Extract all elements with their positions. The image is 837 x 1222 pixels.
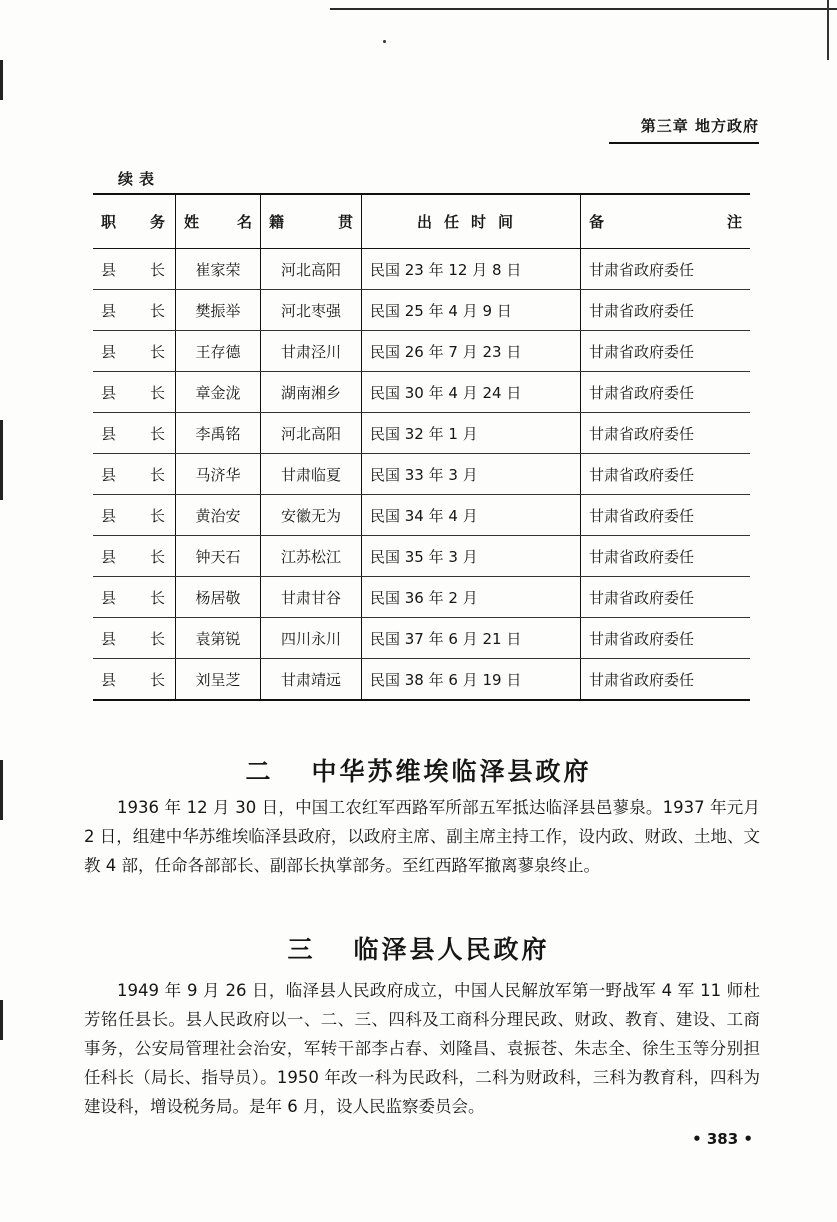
cell-name: 杨居敬 — [176, 577, 261, 618]
cell-remarks: 甘肃省政府委任 — [581, 536, 751, 577]
cell-remarks: 甘肃省政府委任 — [581, 495, 751, 536]
cell-appointed-date: 民国 35 年 3 月 — [362, 536, 581, 577]
cell-remarks: 甘肃省政府委任 — [581, 659, 751, 701]
table-row — [93, 290, 750, 331]
table-row — [93, 413, 750, 454]
cell-origin: 江苏松江 — [261, 536, 362, 577]
cell-appointed-date: 民国 26 年 7 月 23 日 — [362, 331, 581, 372]
header-origin: 籍贯 — [261, 194, 362, 249]
table-row — [93, 659, 750, 701]
cell-remarks: 甘肃省政府委任 — [581, 290, 751, 331]
table-row — [93, 372, 750, 413]
cell-position: 县长 — [93, 331, 176, 372]
cell-remarks: 甘肃省政府委任 — [581, 372, 751, 413]
cell-remarks: 甘肃省政府委任 — [581, 577, 751, 618]
cell-origin: 安徽无为 — [261, 495, 362, 536]
table-row — [93, 249, 750, 290]
cell-origin: 甘肃靖远 — [261, 659, 362, 701]
cell-origin: 湖南湘乡 — [261, 372, 362, 413]
table-body — [93, 249, 750, 701]
cell-appointed-date: 民国 38 年 6 月 19 日 — [362, 659, 581, 701]
cell-name: 刘呈芝 — [176, 659, 261, 701]
cell-appointed-date: 民国 23 年 12 月 8 日 — [362, 249, 581, 290]
cell-appointed-date: 民国 25 年 4 月 9 日 — [362, 290, 581, 331]
running-head: 第三章 地方政府 — [609, 115, 759, 144]
section-number: 二 — [245, 757, 274, 786]
section-number: 三 — [287, 935, 316, 964]
cell-name: 袁第锐 — [176, 618, 261, 659]
cell-remarks: 甘肃省政府委任 — [581, 454, 751, 495]
section-title: 临泽县人民政府 — [353, 935, 550, 964]
cell-appointed-date: 民国 36 年 2 月 — [362, 577, 581, 618]
section-3-paragraph: 1949 年 9 月 26 日，临泽县人民政府成立，中国人民解放军第一野战军 4 军 11 师杜芳铭任县长。县人民政府以一、二、三、四科及工商科分理民政、财政、教育、建设、工商事务，公安局管理社会治安，军转干部李占春、刘隆昌、袁振苍、朱志全、徐生玉等分别担任科长（局长、指导员）。1950 年改一科为民政科，二科为财政科，三科为教育科，四科为建设科，增设税务局。是年 6 月，设人民监察委员会。 — [84, 981, 760, 1116]
cell-position: 县长 — [93, 495, 176, 536]
header-appointed-date: 出任时间 — [362, 194, 581, 249]
cell-origin: 甘肃临夏 — [261, 454, 362, 495]
cell-position: 县长 — [93, 372, 176, 413]
continued-table-label: 续表 — [118, 170, 161, 188]
cell-appointed-date: 民国 33 年 3 月 — [362, 454, 581, 495]
section-2-paragraph: 1936 年 12 月 30 日，中国工农红军西路军所部五军抵达临泽县邑蓼泉。1937 年元月 2 日，组建中华苏维埃临泽县政府，以政府主席、副主席主持工作，设内政、财政、土地、文教 4 部，任命各部部长、副部长执掌部务。至红西路军撤离蓼泉终止。 — [84, 798, 760, 875]
cell-position: 县长 — [93, 454, 176, 495]
cell-position: 县长 — [93, 249, 176, 290]
cell-remarks: 甘肃省政府委任 — [581, 249, 751, 290]
county-heads-table — [93, 193, 750, 701]
table-row — [93, 536, 750, 577]
cell-appointed-date: 民国 32 年 1 月 — [362, 413, 581, 454]
header-name: 姓名 — [176, 194, 261, 249]
header-position: 职务 — [93, 194, 176, 249]
table-row — [93, 331, 750, 372]
section-title: 中华苏维埃临泽县政府 — [311, 757, 592, 786]
cell-name: 李禹铭 — [176, 413, 261, 454]
scan-speck — [383, 40, 386, 43]
scan-border-line — [330, 8, 837, 10]
cell-origin: 河北高阳 — [261, 413, 362, 454]
cell-origin: 甘肃甘谷 — [261, 577, 362, 618]
header-remarks: 备注 — [581, 194, 751, 249]
cell-name: 钟天石 — [176, 536, 261, 577]
table-row — [93, 454, 750, 495]
cell-name: 崔家荣 — [176, 249, 261, 290]
cell-position: 县长 — [93, 290, 176, 331]
table-row — [93, 495, 750, 536]
cell-position: 县长 — [93, 577, 176, 618]
section-heading-2 — [0, 752, 837, 788]
table-row — [93, 577, 750, 618]
cell-name: 樊振举 — [176, 290, 261, 331]
table-row — [93, 618, 750, 659]
cell-origin: 甘肃泾川 — [261, 331, 362, 372]
cell-appointed-date: 民国 30 年 4 月 24 日 — [362, 372, 581, 413]
cell-remarks: 甘肃省政府委任 — [581, 331, 751, 372]
cell-name: 马济华 — [176, 454, 261, 495]
scan-corner-mark — [827, 0, 837, 60]
cell-name: 王存德 — [176, 331, 261, 372]
page-number: • 383 • — [692, 1130, 753, 1148]
cell-remarks: 甘肃省政府委任 — [581, 413, 751, 454]
cell-appointed-date: 民国 37 年 6 月 21 日 — [362, 618, 581, 659]
cell-origin: 河北高阳 — [261, 249, 362, 290]
cell-position: 县长 — [93, 659, 176, 701]
cell-position: 县长 — [93, 536, 176, 577]
table-header-row — [93, 194, 750, 249]
cell-position: 县长 — [93, 413, 176, 454]
cell-position: 县长 — [93, 618, 176, 659]
section-heading-3 — [0, 930, 837, 966]
cell-remarks: 甘肃省政府委任 — [581, 618, 751, 659]
cell-name: 章金泷 — [176, 372, 261, 413]
scan-left-edge — [0, 0, 3, 1222]
cell-origin: 四川永川 — [261, 618, 362, 659]
cell-origin: 河北枣强 — [261, 290, 362, 331]
cell-name: 黄治安 — [176, 495, 261, 536]
cell-appointed-date: 民国 34 年 4 月 — [362, 495, 581, 536]
